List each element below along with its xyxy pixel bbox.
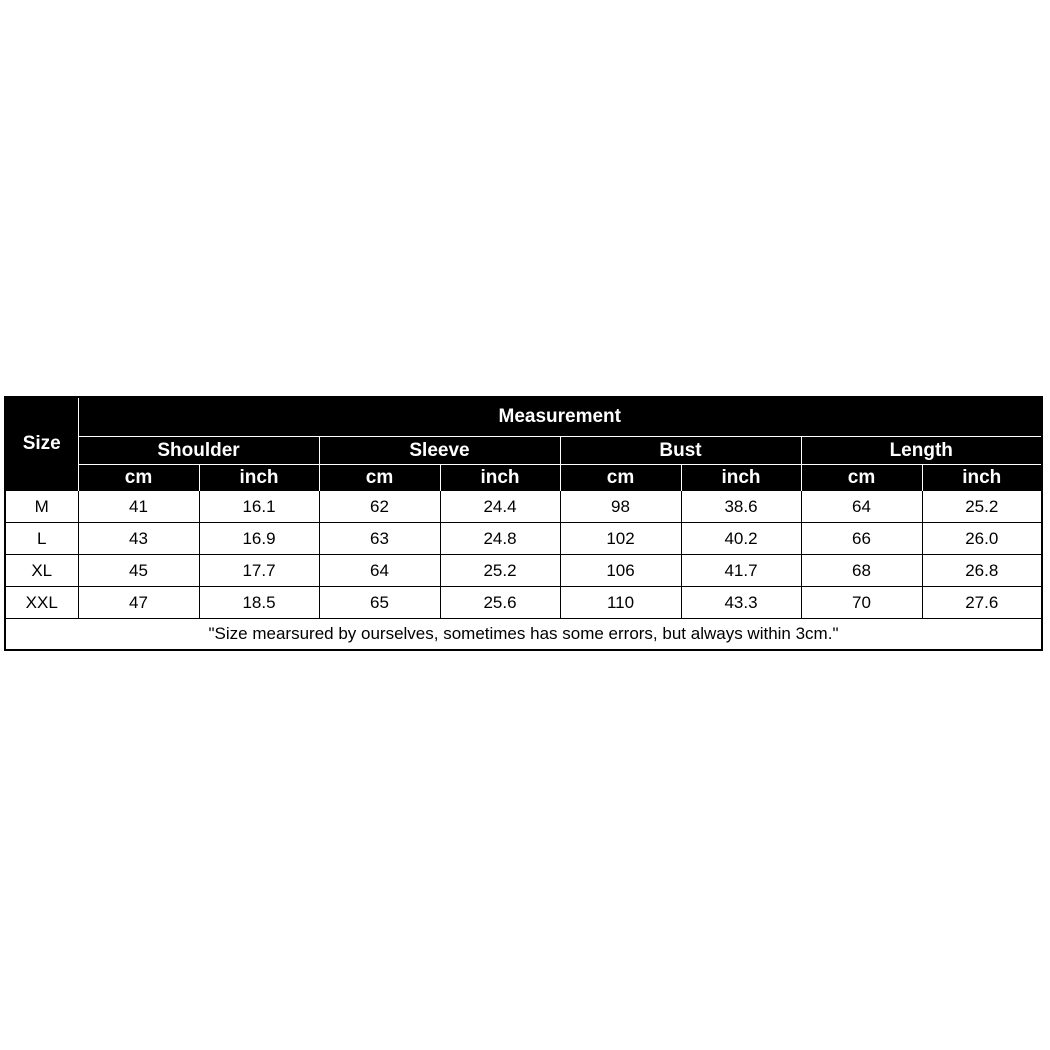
header-row-groups bbox=[5, 437, 1042, 465]
unit-header-length-inch: inch bbox=[922, 465, 1042, 491]
measurement-cell: 45 bbox=[78, 555, 199, 587]
measurement-cell: 24.4 bbox=[440, 491, 560, 523]
measurement-cell: 24.8 bbox=[440, 523, 560, 555]
header-row-units bbox=[5, 465, 1042, 491]
measurement-cell: 98 bbox=[560, 491, 681, 523]
measurement-cell: 27.6 bbox=[922, 587, 1042, 619]
group-header-bust: Bust bbox=[560, 437, 801, 465]
size-chart-table bbox=[4, 396, 1043, 651]
measurement-cell: 25.2 bbox=[440, 555, 560, 587]
unit-header-sleeve-inch: inch bbox=[440, 465, 560, 491]
measurement-cell: 64 bbox=[801, 491, 922, 523]
measurement-cell: 65 bbox=[319, 587, 440, 619]
measurement-cell: 102 bbox=[560, 523, 681, 555]
size-cell: M bbox=[5, 491, 78, 523]
measurement-cell: 106 bbox=[560, 555, 681, 587]
measurement-cell: 66 bbox=[801, 523, 922, 555]
measurement-cell: 63 bbox=[319, 523, 440, 555]
measurement-cell: 38.6 bbox=[681, 491, 801, 523]
measurement-cell: 26.8 bbox=[922, 555, 1042, 587]
measurement-cell: 68 bbox=[801, 555, 922, 587]
measurement-cell: 70 bbox=[801, 587, 922, 619]
measurement-cell: 47 bbox=[78, 587, 199, 619]
measurement-note: "Size mearsured by ourselves, sometimes has some errors, but always within 3cm." bbox=[5, 619, 1042, 651]
group-header-sleeve: Sleeve bbox=[319, 437, 560, 465]
measurement-cell: 43.3 bbox=[681, 587, 801, 619]
measurement-cell: 16.1 bbox=[199, 491, 319, 523]
group-header-shoulder: Shoulder bbox=[78, 437, 319, 465]
measurement-cell: 18.5 bbox=[199, 587, 319, 619]
table-row bbox=[5, 555, 1042, 587]
size-column-header: Size bbox=[5, 397, 78, 491]
size-cell: XL bbox=[5, 555, 78, 587]
table-row bbox=[5, 491, 1042, 523]
size-cell: XXL bbox=[5, 587, 78, 619]
unit-header-shoulder-cm: cm bbox=[78, 465, 199, 491]
table-row bbox=[5, 587, 1042, 619]
note-row bbox=[5, 619, 1042, 651]
measurement-cell: 64 bbox=[319, 555, 440, 587]
measurement-header: Measurement bbox=[78, 397, 1042, 437]
measurement-cell: 25.2 bbox=[922, 491, 1042, 523]
measurement-cell: 40.2 bbox=[681, 523, 801, 555]
size-cell: L bbox=[5, 523, 78, 555]
measurement-cell: 17.7 bbox=[199, 555, 319, 587]
measurement-cell: 62 bbox=[319, 491, 440, 523]
unit-header-sleeve-cm: cm bbox=[319, 465, 440, 491]
table-row bbox=[5, 523, 1042, 555]
measurement-cell: 26.0 bbox=[922, 523, 1042, 555]
measurement-cell: 16.9 bbox=[199, 523, 319, 555]
measurement-cell: 25.6 bbox=[440, 587, 560, 619]
unit-header-bust-cm: cm bbox=[560, 465, 681, 491]
header-row-top bbox=[5, 397, 1042, 437]
measurement-cell: 43 bbox=[78, 523, 199, 555]
measurement-cell: 41 bbox=[78, 491, 199, 523]
measurement-cell: 41.7 bbox=[681, 555, 801, 587]
group-header-length: Length bbox=[801, 437, 1042, 465]
unit-header-length-cm: cm bbox=[801, 465, 922, 491]
unit-header-shoulder-inch: inch bbox=[199, 465, 319, 491]
unit-header-bust-inch: inch bbox=[681, 465, 801, 491]
measurement-cell: 110 bbox=[560, 587, 681, 619]
